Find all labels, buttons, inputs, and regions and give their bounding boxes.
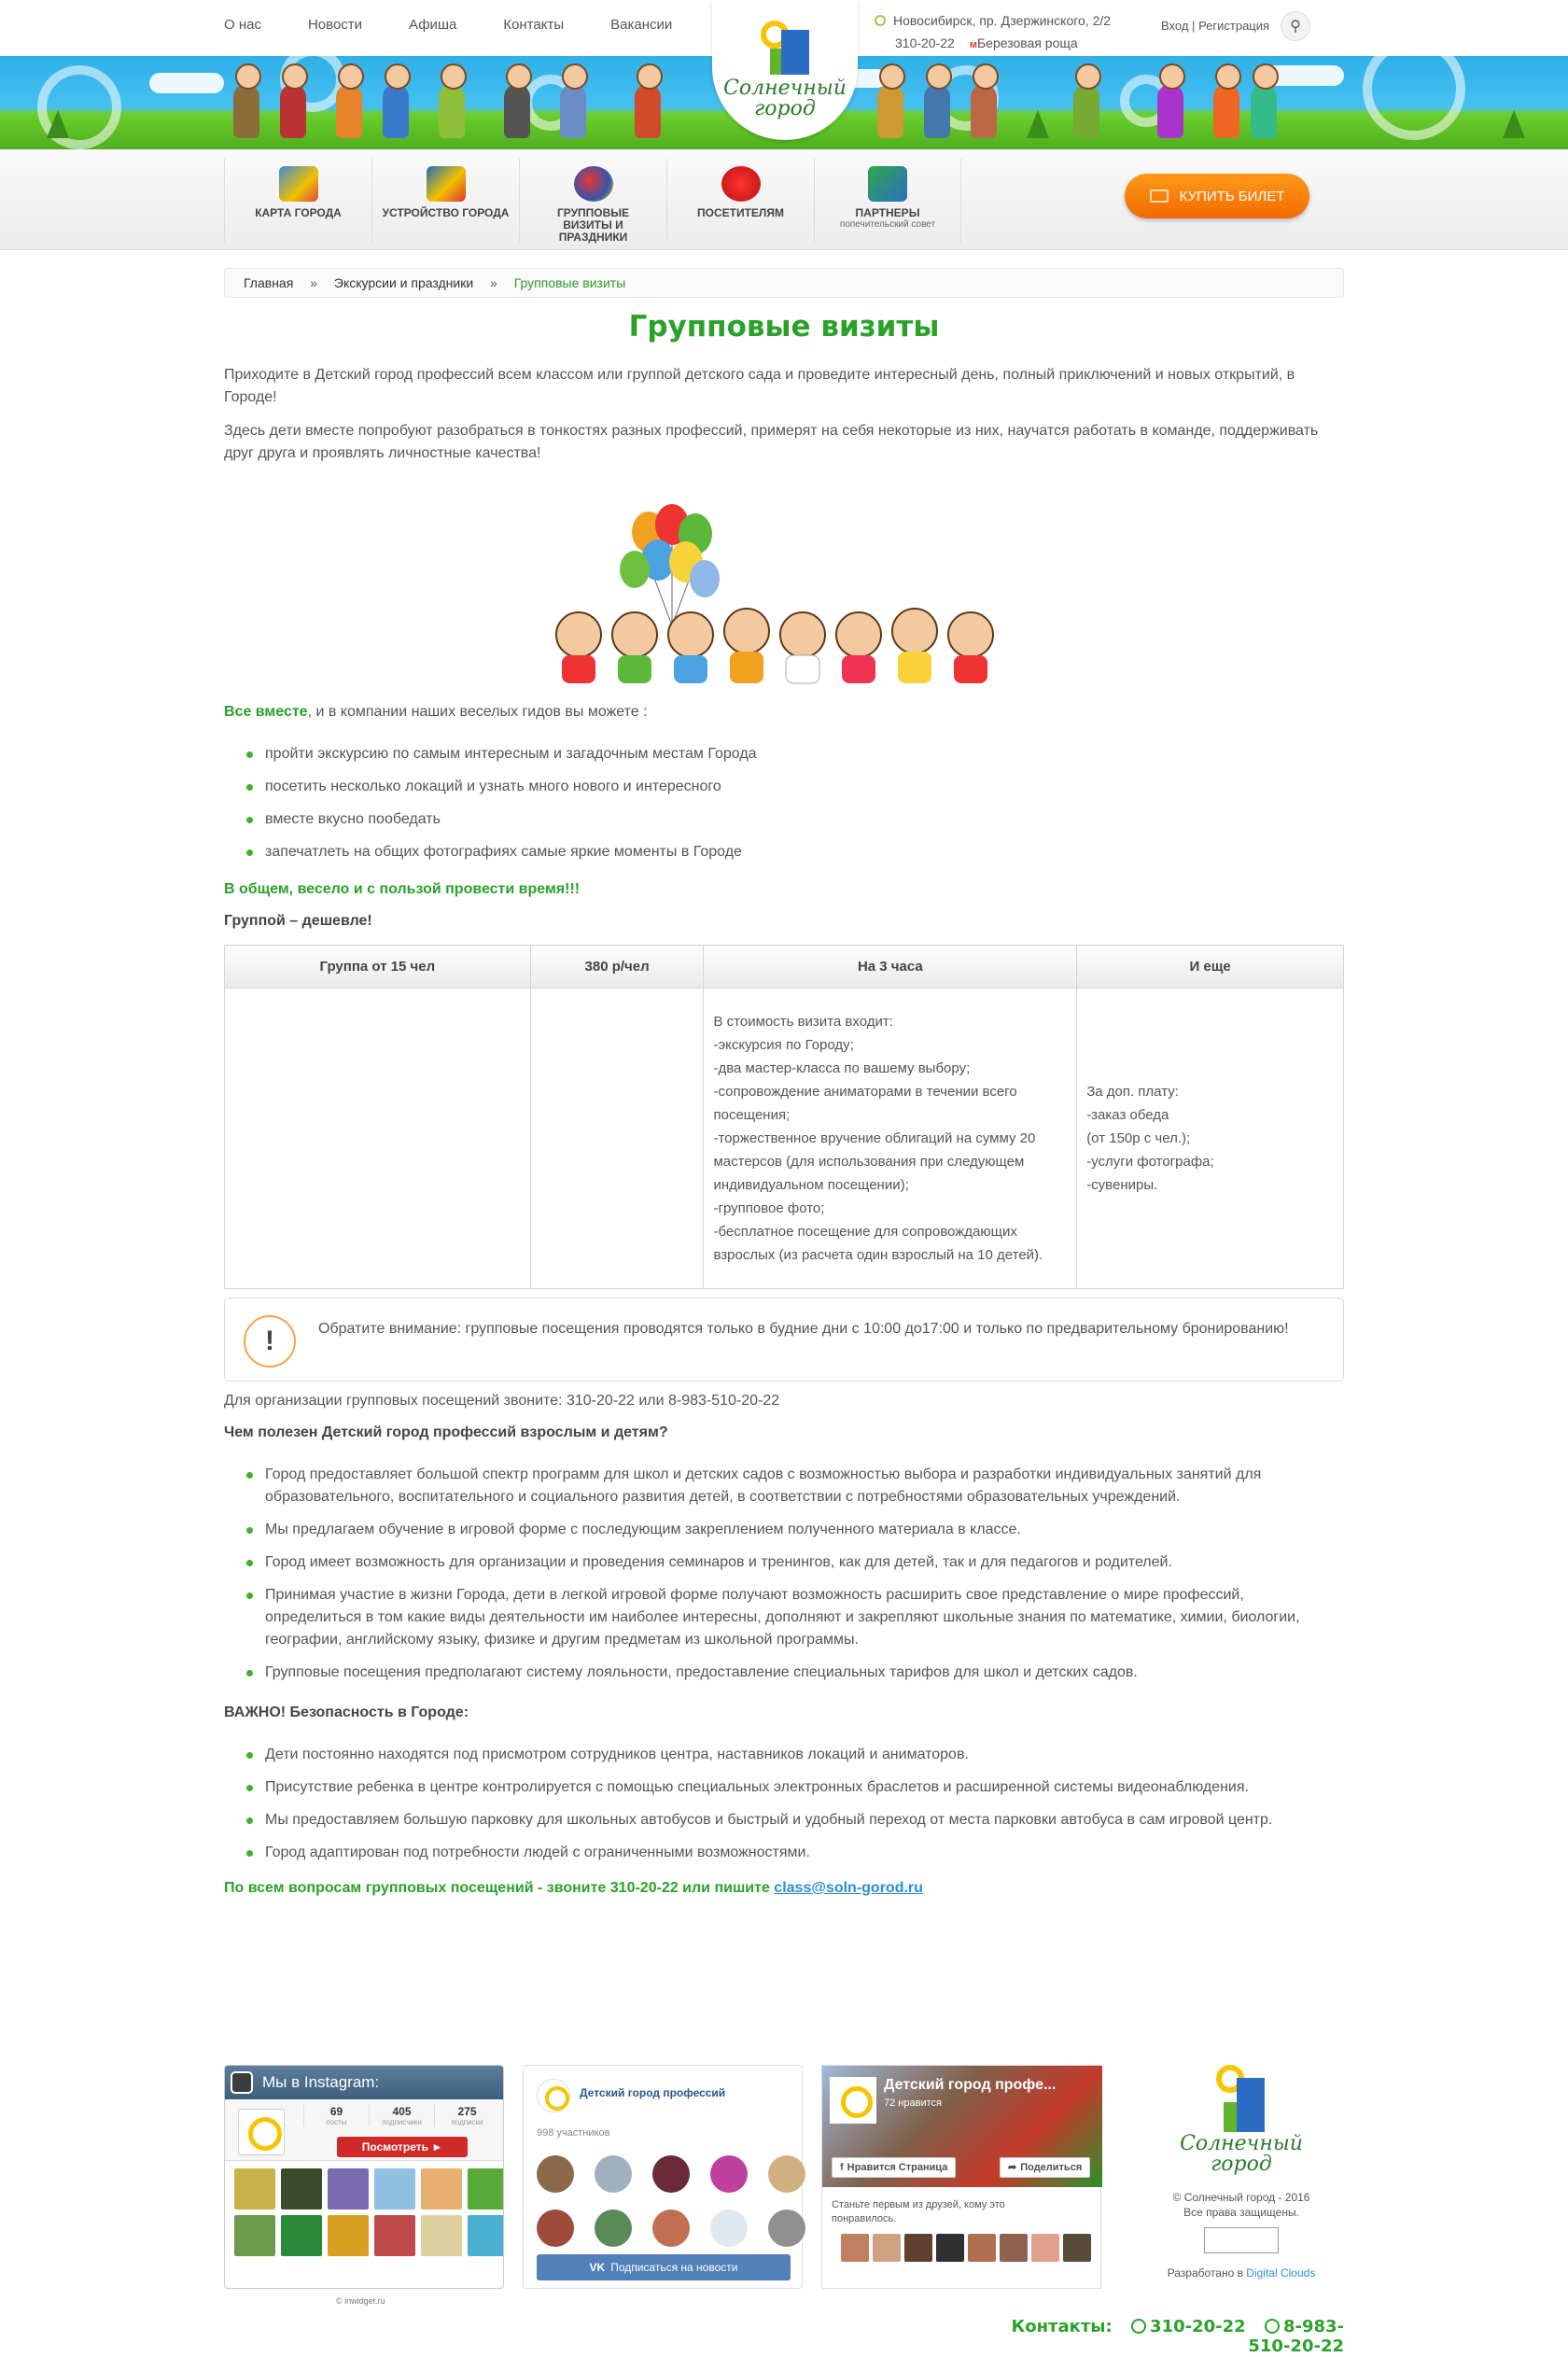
list-item: посетить несколько локаций и узнать много нового и интересного xyxy=(224,776,1344,798)
instagram-photo[interactable] xyxy=(421,2168,462,2210)
list-item: Дети постоянно находятся под присмотром сотрудников центра, наставников локаций и аниматоров. xyxy=(224,1744,1344,1766)
digital-clouds-logo-icon[interactable] xyxy=(1204,2227,1279,2253)
avatar[interactable] xyxy=(652,2210,690,2247)
table-header: И еще xyxy=(1077,946,1344,989)
summary-text: В общем, весело и с пользой провести время!!! xyxy=(224,881,581,897)
vk-members-count: 998 участников xyxy=(537,2127,610,2139)
instagram-photo[interactable] xyxy=(234,2168,275,2210)
avatar[interactable] xyxy=(710,2210,748,2247)
instagram-photo[interactable] xyxy=(234,2215,275,2256)
avatar[interactable] xyxy=(1031,2234,1059,2262)
contacts-label: Контакты: xyxy=(1011,2317,1113,2336)
address-street: Новосибирск, пр. Дзержинского, 2/2 xyxy=(893,13,1112,28)
instagram-photo[interactable] xyxy=(468,2168,504,2210)
topnav-jobs[interactable]: Вакансии xyxy=(610,17,673,33)
table-cell-extra: За доп. плату: -заказ обеда (от 150р с чел.); -услуги фотографа; -сувениры. xyxy=(1077,989,1344,1289)
instagram-photo[interactable] xyxy=(374,2168,415,2210)
instagram-icon xyxy=(231,2071,253,2094)
vk-icon: VK xyxy=(589,2261,606,2274)
facebook-icon: f xyxy=(840,2162,844,2173)
intro-text xyxy=(224,364,1344,476)
table-cell-includes: В стоимость визита входит: -экскурсия по Городу; -два мастер-класса по вашему выбору; -сопровождение аниматорами в течении всего посещения; -торжественное вручение облигаций на сумму 20 мастерсов (для использования при следующем индивидуальном посещении); -групповое фото; -бесплатное посещение для сопровождающих взрослых (из расчета один взрослый на 10 детей). xyxy=(704,989,1077,1289)
instagram-view-button[interactable]: Посмотреть ► xyxy=(337,2137,468,2157)
balloons-icon xyxy=(574,166,613,202)
footer-contacts xyxy=(971,2317,1344,2356)
share-icon: ➦ xyxy=(1008,2162,1017,2173)
page-title: Групповые визиты xyxy=(628,310,940,344)
org-phone-text: Для организации групповых посещений звоните: 310-20-22 или 8-983-510-20-22 xyxy=(224,1393,780,1409)
instagram-photo-grid xyxy=(225,2161,503,2264)
breadcrumb: Главная » Экскурсии и праздники » Групповые визиты xyxy=(224,268,1344,298)
intro-paragraph-1: Приходите в Детский город профессий всем классом или группой детского сада и проведите интересный день, полный приключений и новых открытий, в Городе! xyxy=(224,367,1295,405)
main-nav xyxy=(0,149,1568,250)
table-header: 380 р/чел xyxy=(530,946,704,989)
breadcrumb-section[interactable]: Экскурсии и праздники xyxy=(333,275,474,290)
facebook-widget xyxy=(821,2065,1101,2289)
logo-mark-icon xyxy=(757,21,813,77)
visitor-star-icon xyxy=(721,166,761,202)
instagram-photo[interactable] xyxy=(421,2215,462,2256)
vk-group-name[interactable]: Детский город профессий xyxy=(580,2086,726,2099)
avatar[interactable] xyxy=(537,2210,574,2247)
price-table xyxy=(224,945,1344,1289)
partners-icon xyxy=(868,166,907,202)
topnav-contacts[interactable]: Контакты xyxy=(503,17,565,33)
footer-phone-2[interactable]: 8-983-510-20-22 xyxy=(1248,2317,1344,2356)
instagram-photo[interactable] xyxy=(374,2215,415,2256)
facebook-likes: 72 нравится xyxy=(884,2097,942,2109)
developer-link[interactable]: Digital Clouds xyxy=(1246,2266,1316,2280)
avatar[interactable] xyxy=(768,2210,805,2247)
topnav-news[interactable]: Новости xyxy=(307,17,363,33)
safety-list xyxy=(224,1744,1344,1864)
search-icon: ⚲ xyxy=(1290,19,1301,35)
list-item: пройти экскурсию по самым интересным и загадочным местам Города xyxy=(224,743,1344,765)
auth-links xyxy=(1161,19,1269,33)
facebook-friends-text: Станьте первым из друзей, кому это понравилось. xyxy=(832,2199,1005,2224)
avatar[interactable] xyxy=(595,2210,632,2247)
copyright-text: © Солнечный город - 2016 Все права защищены. xyxy=(1172,2191,1310,2219)
metro-icon: м xyxy=(969,39,977,50)
facebook-like-button[interactable]: f Нравится Страница xyxy=(832,2157,956,2178)
avatar[interactable] xyxy=(768,2155,805,2193)
instagram-profile xyxy=(225,2099,503,2161)
avatar[interactable] xyxy=(904,2234,932,2262)
avatar[interactable] xyxy=(537,2079,570,2112)
list-item: Город предоставляет большой спектр программ для школ и детских садов с возможностью выбора и разработки индивидуальных занятий для образовательного, воспитательного и социального развития детей, в соответствии с потребностями образовательных учреждений. xyxy=(224,1464,1344,1508)
facebook-share-button[interactable]: ➦ Поделиться xyxy=(1000,2157,1090,2178)
list-item: Город имеет возможность для организации и проведения семинаров и тренингов, как для детей, так и для педагогов и родителей. xyxy=(224,1551,1344,1574)
together-list xyxy=(224,743,1344,863)
final-contact-text: По всем вопросам групповых посещений - звоните 310-20-22 или пишите class@soln-gorod.ru xyxy=(224,1880,923,1896)
topnav-about[interactable]: О нас xyxy=(224,17,261,33)
avatar[interactable] xyxy=(841,2234,869,2262)
logo-text: Солнечный город xyxy=(723,77,847,120)
breadcrumb-current: Групповые визиты xyxy=(513,275,626,290)
facebook-page-title[interactable]: Детский город профе... xyxy=(884,2077,1057,2093)
avatar[interactable] xyxy=(830,2077,876,2124)
avatar[interactable] xyxy=(1063,2234,1091,2262)
benefit-list xyxy=(224,1464,1344,1684)
breadcrumb-home[interactable]: Главная xyxy=(244,275,294,290)
instagram-widget xyxy=(224,2065,504,2289)
table-header: На 3 часа xyxy=(704,946,1077,989)
nav-visitors[interactable]: ПОСЕТИТЕЛЯМ xyxy=(666,159,814,243)
avatar[interactable] xyxy=(652,2155,690,2193)
address-block xyxy=(875,9,1111,56)
phone-icon xyxy=(1265,2319,1280,2334)
buy-ticket-button[interactable]: КУПИТЬ БИЛЕТ xyxy=(1125,174,1309,218)
table-cell xyxy=(530,989,704,1289)
list-item: Принимая участие в жизни Города, дети в легкой игровой форме получают возможность расширить свое представление о мире профессий, определиться в том какие виды деятельности им наиболее интересны, дополняют и закрепляют школьные знания по математике, химии, биологии, географии, английскому языку, физике и другим предметам из школьной программы. xyxy=(224,1584,1344,1651)
developer-credit: Разработано в Digital Clouds xyxy=(1167,2266,1316,2280)
auth-divider: | xyxy=(1192,19,1196,33)
avatar[interactable] xyxy=(873,2234,901,2262)
nav-city-map[interactable]: КАРТА ГОРОДА xyxy=(224,159,371,243)
nav-partners[interactable]: ПАРТНЕРЫ попечительский совет xyxy=(814,159,961,243)
vk-subscribe-button[interactable]: VK Подписаться на новости xyxy=(537,2254,791,2280)
instagram-photo[interactable] xyxy=(328,2215,369,2256)
avatar[interactable] xyxy=(968,2234,996,2262)
instagram-photo[interactable] xyxy=(328,2168,369,2210)
site-logo[interactable] xyxy=(712,0,858,140)
instagram-stats: 69 посты 405 подписчики 275 подписки xyxy=(303,2105,499,2126)
kids-with-balloons-illustration xyxy=(541,504,1027,691)
instagram-photo[interactable] xyxy=(281,2168,322,2210)
list-item: Город адаптирован под потребности людей с ограниченными возможностями. xyxy=(224,1842,1344,1864)
cheaper-heading: Группой – дешевле! xyxy=(224,913,372,929)
avatar[interactable] xyxy=(1000,2234,1028,2262)
location-pin-icon xyxy=(875,15,886,26)
notice-text: Обратите внимание: групповые посещения проводятся только в будние дни с 10:00 до17:00 и только по предварительному бронированию! xyxy=(318,1321,1289,1337)
avatar[interactable] xyxy=(238,2109,285,2155)
phone-icon xyxy=(1131,2319,1146,2334)
together-intro: Все вместе, и в компании наших веселых гидов вы можете : xyxy=(224,704,648,720)
nav-group-visits[interactable]: ГРУППОВЫЕ ВИЗИТЫ И ПРАЗДНИКИ xyxy=(519,159,666,243)
inwidget-credit[interactable]: © inwidget.ru xyxy=(336,2296,385,2306)
vk-member-avatars xyxy=(537,2155,805,2247)
avatar[interactable] xyxy=(710,2155,748,2193)
instagram-photo[interactable] xyxy=(281,2215,322,2256)
list-item: запечатлеть на общих фотографиях самые яркие моменты в Городе xyxy=(224,841,1344,863)
top-nav xyxy=(224,17,719,33)
register-link[interactable]: Регистрация xyxy=(1198,19,1270,33)
login-link[interactable]: Вход xyxy=(1161,19,1189,33)
topnav-events[interactable]: Афиша xyxy=(409,17,457,33)
avatar[interactable] xyxy=(537,2155,574,2193)
benefit-heading: Чем полезен Детский город профессий взрослым и детям? xyxy=(224,1424,668,1440)
list-item: Мы предлагаем обучение в игровой форме с последующим закреплением полученного материала в классе. xyxy=(224,1519,1344,1541)
address-phone[interactable]: 310-20-22 xyxy=(895,35,955,50)
metro-station: Березовая роща xyxy=(976,35,1078,50)
safety-heading: ВАЖНО! Безопасность в Городе: xyxy=(224,1705,469,1720)
facebook-friend-avatars xyxy=(841,2234,1091,2262)
avatar[interactable] xyxy=(595,2155,632,2193)
list-item: Присутствие ребенка в центре контролируется с помощью специальных электронных браслетов и расширенной системы видеонаблюдения. xyxy=(224,1776,1344,1799)
notice-box xyxy=(224,1298,1344,1382)
footer-logo[interactable] xyxy=(1176,2065,1307,2175)
vk-widget xyxy=(523,2065,803,2289)
exclamation-icon: ! xyxy=(244,1315,296,1368)
list-item: Мы предоставляем большую парковку для школьных автобусов и быстрый и удобный переход от места парковки автобуса в сам игровой центр. xyxy=(224,1809,1344,1831)
table-header: Группа от 15 чел xyxy=(225,946,531,989)
search-button[interactable] xyxy=(1281,11,1310,41)
theater-masks-icon xyxy=(427,166,466,202)
map-icon xyxy=(279,166,318,202)
logo-mark-icon xyxy=(1209,2065,1274,2134)
table-cell xyxy=(225,989,531,1289)
email-link[interactable]: class@soln-gorod.ru xyxy=(774,1880,923,1896)
avatar[interactable] xyxy=(936,2234,964,2262)
instagram-photo[interactable] xyxy=(468,2215,504,2256)
nav-city-structure[interactable]: УСТРОЙСТВО ГОРОДА xyxy=(371,159,519,243)
intro-paragraph-2: Здесь дети вместе попробуют разобраться в тонкостях разных профессий, примерят на себя некоторые из них, научатся работать в команде, поддерживать друг друга и проявлять личностные качества! xyxy=(224,423,1319,461)
list-item: Групповые посещения предполагают систему лояльности, предоставление специальных тарифов для школ и детских садов. xyxy=(224,1662,1344,1684)
footer-phone-1[interactable]: 310-20-22 xyxy=(1150,2317,1246,2336)
instagram-header: Мы в Instagram: xyxy=(225,2066,503,2099)
ticket-icon xyxy=(1150,189,1169,203)
list-item: вместе вкусно пообедать xyxy=(224,808,1344,831)
footer-logo-text: Солнечный город xyxy=(1180,2132,1303,2176)
